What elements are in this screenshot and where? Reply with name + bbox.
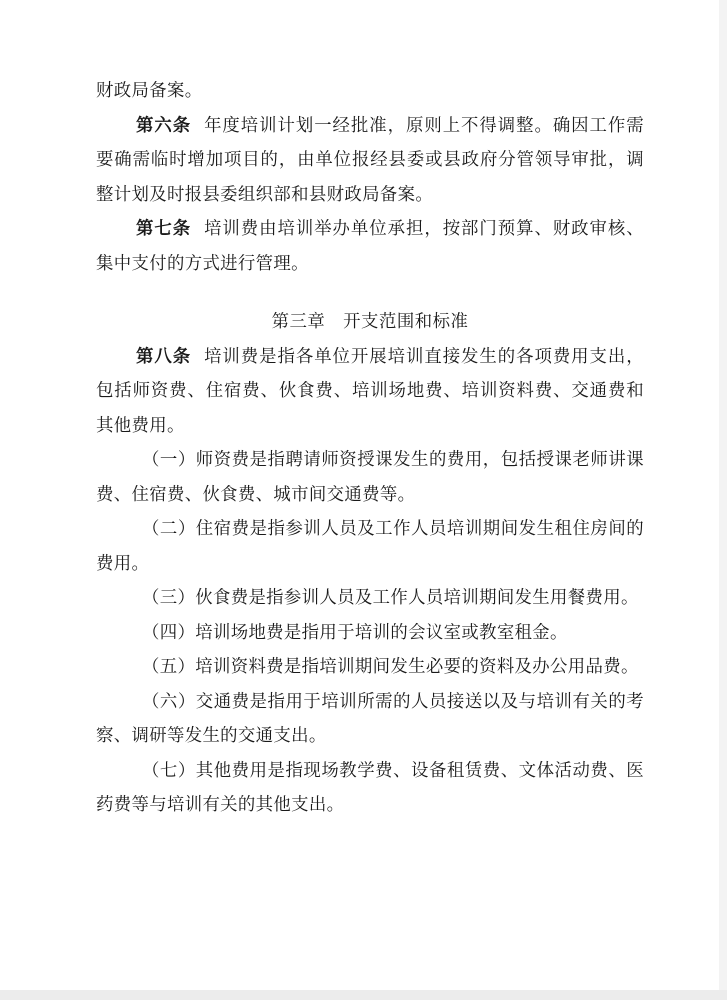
article-6 (96, 109, 644, 213)
list-item-5: （五）培训资料费是指培训期间发生必要的资料及办公用品费。 (142, 657, 639, 677)
article-8-body: 培训费是指各单位开展培训直接发生的各项费用支出，包括师资费、住宿费、伙食费、培训场地费、培训资料费、交通费和其他费用。 (96, 346, 644, 436)
article-8-heading: 第八条 (136, 346, 192, 367)
article-8 (96, 340, 644, 444)
list-item-4: （四）培训场地费是指用于培训的会议室或教室租金。 (142, 622, 568, 643)
article-6-heading: 第六条 (136, 115, 192, 136)
list-item-1: （一）师资费是指聘请师资授课发生的费用，包括授课老师讲课费、住宿费、伙食费、城市间交通费等。 (96, 450, 644, 505)
chapter-3-title: 第三章 开支范围和标准 (271, 312, 469, 332)
document-body (96, 74, 644, 823)
page-bottom-edge (0, 990, 727, 1000)
paragraph-continuation: 财政局备案。 (96, 81, 203, 101)
page-right-edge (719, 0, 727, 1000)
list-item-7: （七）其他费用是指现场教学费、设备租赁费、文体活动费、医药费等与培训有关的其他支出。 (96, 760, 644, 815)
article-7-heading: 第七条 (136, 219, 192, 239)
article-7 (96, 212, 644, 281)
article-7-body: 培训费由培训举办单位承担，按部门预算、财政审核、集中支付的方式进行管理。 (96, 219, 644, 274)
list-item-3: （三）伙食费是指参训人员及工作人员培训期间发生用餐费用。 (142, 588, 639, 608)
list-item-2: （二）住宿费是指参训人员及工作人员培训期间发生租住房间的费用。 (96, 519, 644, 574)
list-item-6: （六）交通费是指用于培训所需的人员接送以及与培训有关的考察、调研等发生的交通支出。 (96, 691, 644, 746)
article-6-body: 年度培训计划一经批准，原则上不得调整。确因工作需要确需临时增加项目的，由单位报经县委或县政府分管领导审批，调整计划及时报县委组织部和县财政局备案。 (96, 115, 644, 205)
